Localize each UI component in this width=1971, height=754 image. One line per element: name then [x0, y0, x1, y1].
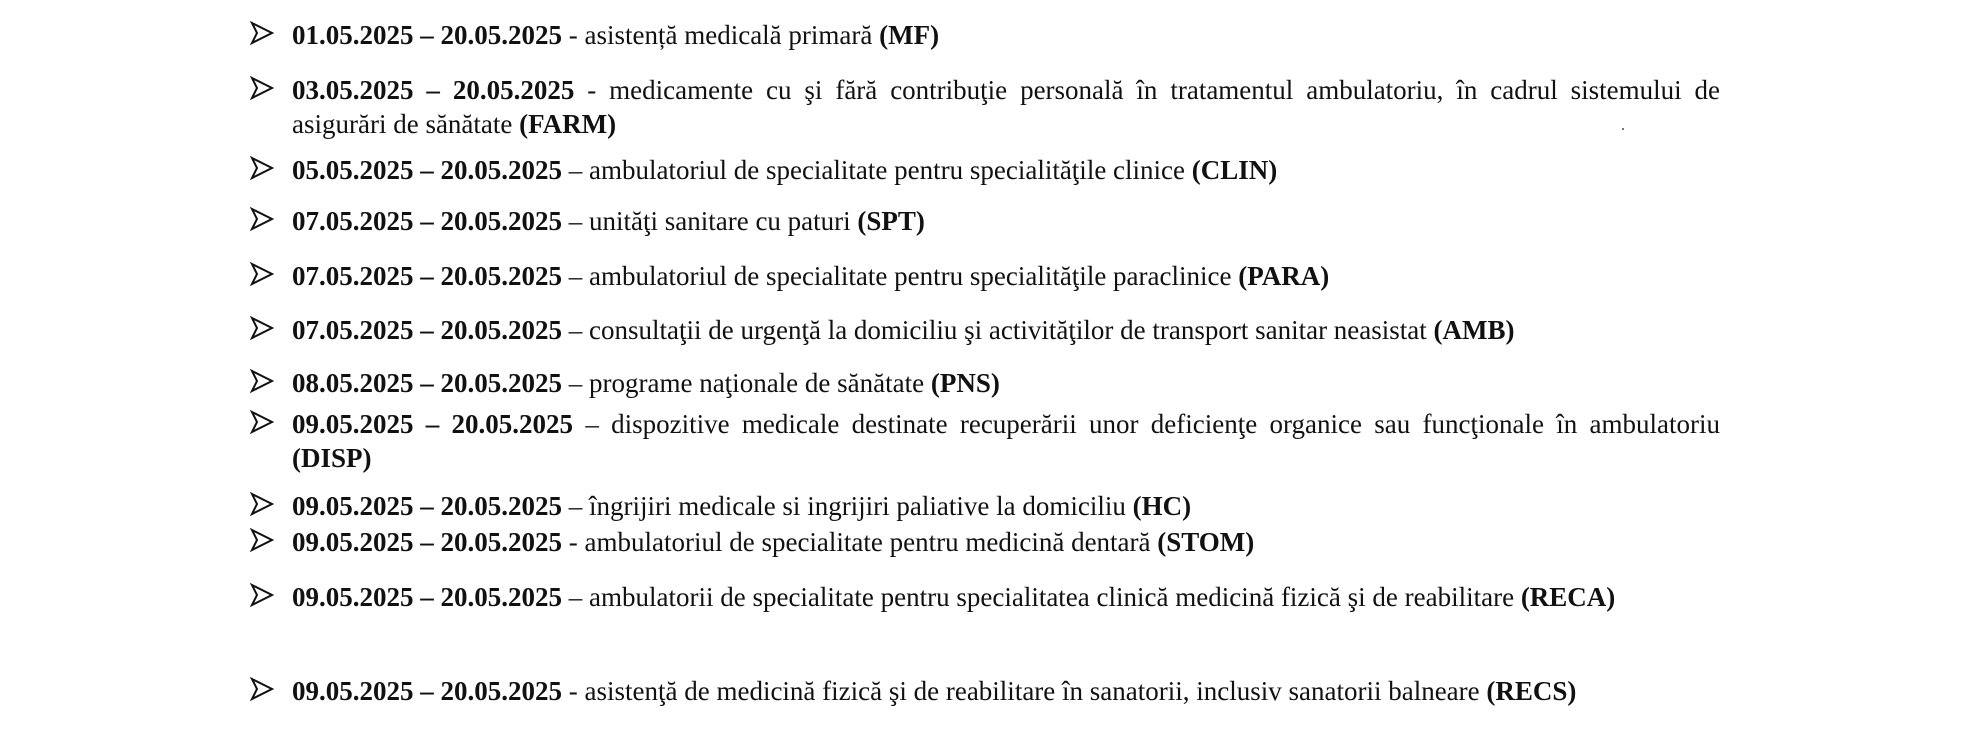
separator: –: [568, 155, 583, 185]
item-text: [292, 18, 1720, 52]
arrow-bullet-icon: [250, 154, 274, 182]
list-item: [250, 525, 1720, 559]
date-range: 01.05.2025 – 20.05.2025: [292, 20, 562, 50]
scan-speck: [1622, 128, 1624, 130]
separator: –: [568, 368, 583, 398]
item-code: (RECS): [1486, 676, 1577, 706]
list-item: [250, 18, 1720, 52]
item-code: (AMB): [1433, 315, 1515, 345]
separator: –: [568, 315, 583, 345]
list-item: [250, 407, 1720, 475]
date-range: 05.05.2025 – 20.05.2025: [292, 155, 562, 185]
separator: –: [568, 582, 583, 612]
item-code: (DISP): [292, 443, 372, 473]
date-range: 03.05.2025 – 20.05.2025: [292, 75, 575, 105]
item-text: [292, 366, 1720, 400]
separator: -: [568, 527, 578, 557]
item-description: ambulatorii de specialitate pentru specialitatea clinică medicină fizică şi de reabilitare: [589, 582, 1515, 612]
arrow-bullet-icon: [250, 408, 274, 436]
item-code: (SPT): [857, 206, 925, 236]
arrow-bullet-icon: [250, 314, 274, 342]
item-text: [292, 666, 1720, 716]
list-item: [250, 204, 1720, 238]
item-description: ambulatoriul de specialitate pentru specialităţile paraclinice: [589, 261, 1232, 291]
item-text: [292, 580, 1720, 614]
item-code: (CLIN): [1191, 155, 1278, 185]
item-code: (RECA): [1520, 582, 1616, 612]
list-item: [250, 313, 1720, 347]
item-text: [292, 153, 1720, 187]
item-description: medicamente cu şi fără contribuţie personală în tratamentul ambulatoriu, în cadrul sistemului de asigurări de sănătate: [292, 75, 1721, 139]
item-description: programe naţionale de sănătate: [589, 368, 925, 398]
item-description: îngrijiri medicale si ingrijiri paliative la domiciliu: [589, 491, 1126, 521]
item-description: ambulatoriul de specialitate pentru specialităţile clinice: [589, 155, 1186, 185]
item-text: [292, 489, 1720, 523]
list-item: [250, 73, 1720, 141]
arrow-bullet-icon: [250, 526, 274, 554]
arrow-bullet-icon: [250, 581, 274, 609]
date-range: 07.05.2025 – 20.05.2025: [292, 261, 562, 291]
item-description: consultaţii de urgenţă la domiciliu şi activităţilor de transport sanitar neasistat: [589, 315, 1427, 345]
item-text: [292, 525, 1720, 559]
separator: -: [587, 75, 597, 105]
list-item: [250, 153, 1720, 187]
date-range: 07.05.2025 – 20.05.2025: [292, 206, 562, 236]
arrow-bullet-icon: [250, 205, 274, 233]
list-item: [250, 259, 1720, 293]
arrow-bullet-icon: [250, 260, 274, 288]
date-range: 09.05.2025 – 20.05.2025: [292, 527, 562, 557]
item-text: [292, 73, 1720, 141]
separator: –: [568, 206, 583, 236]
item-code: (STOM): [1157, 527, 1255, 557]
date-range: 09.05.2025 – 20.05.2025: [292, 409, 574, 439]
item-description: asistență medicală primară: [584, 20, 873, 50]
list-item: [250, 580, 1720, 614]
item-text: [292, 259, 1720, 293]
list-item: [250, 366, 1720, 400]
date-range: 09.05.2025 – 20.05.2025: [292, 491, 562, 521]
list-item: [250, 666, 1720, 716]
date-range: 08.05.2025 – 20.05.2025: [292, 368, 562, 398]
item-description: asistenţă de medicină fizică şi de reabilitare în sanatorii, inclusiv sanatorii balneare: [584, 676, 1480, 706]
arrow-bullet-icon: [250, 19, 274, 47]
item-code: (PNS): [930, 368, 1000, 398]
separator: -: [568, 20, 578, 50]
arrow-bullet-icon: [250, 367, 274, 395]
date-range: 07.05.2025 – 20.05.2025: [292, 315, 562, 345]
separator: –: [585, 409, 599, 439]
item-code: (FARM): [519, 109, 617, 139]
separator: –: [568, 491, 583, 521]
item-code: (HC): [1132, 491, 1192, 521]
item-text: [292, 313, 1720, 347]
arrow-bullet-icon: [250, 490, 274, 518]
arrow-bullet-icon: [250, 74, 274, 102]
date-range: 09.05.2025 – 20.05.2025: [292, 582, 562, 612]
item-text: [292, 204, 1720, 238]
arrow-bullet-icon: [250, 675, 274, 703]
item-description: dispozitive medicale destinate recuperării unor deficienţe organice sau funcţionale în ambulatoriu: [611, 409, 1720, 439]
list-item: [250, 489, 1720, 523]
item-description: unităţi sanitare cu paturi: [589, 206, 851, 236]
item-text: [292, 407, 1720, 475]
separator: -: [568, 676, 578, 706]
item-description: ambulatoriul de specialitate pentru medicină dentară: [584, 527, 1151, 557]
date-range: 09.05.2025 – 20.05.2025: [292, 676, 562, 706]
item-code: (PARA): [1238, 261, 1330, 291]
item-code: (MF): [879, 20, 940, 50]
separator: –: [568, 261, 583, 291]
